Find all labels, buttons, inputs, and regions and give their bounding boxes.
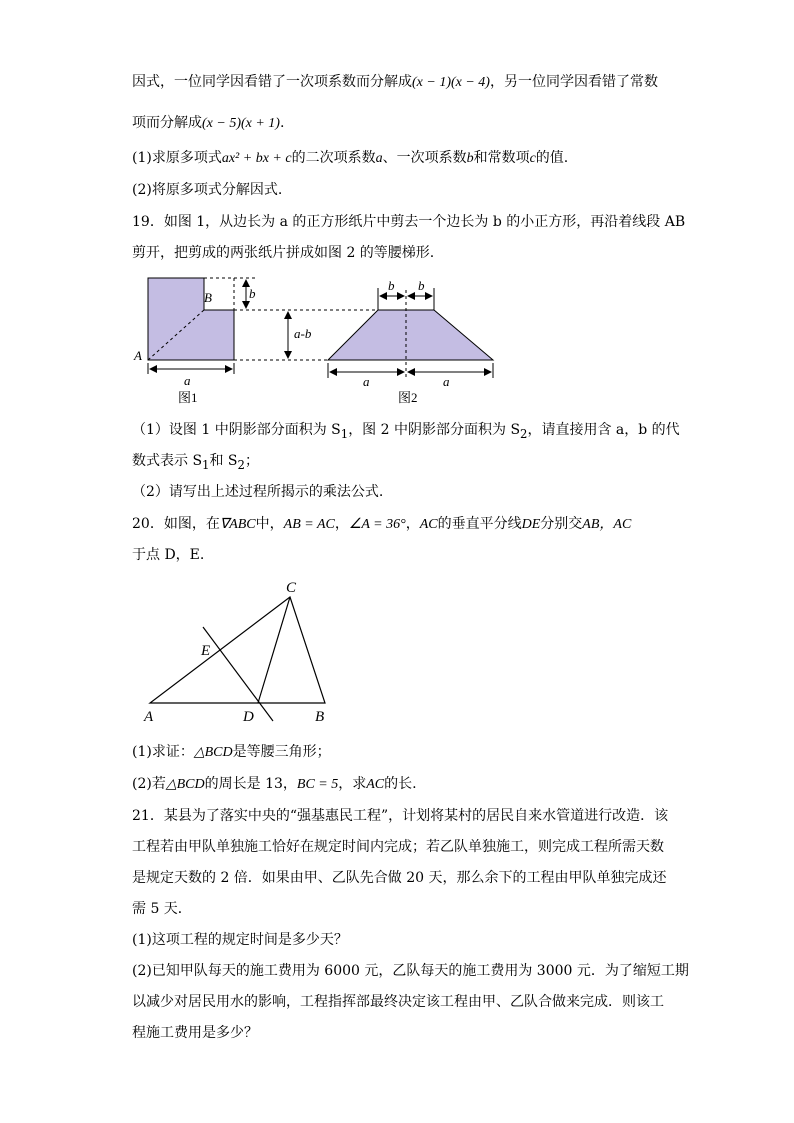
q20-sub2-text: ，求 <box>338 776 367 792</box>
label-A: A <box>144 709 154 725</box>
caption-figure2: 图2 <box>398 390 418 405</box>
q19-sub1-line2 <box>132 451 259 475</box>
q20-sub1 <box>132 742 331 763</box>
q19-sub2: （2）请写出上述过程所揭示的乘法公式. <box>132 484 384 500</box>
q19-sub1-line1 <box>132 420 680 444</box>
q20-sub2-text: 的周长是 13， <box>204 776 297 792</box>
q18-line1 <box>132 72 658 93</box>
q21-sub2-line2: 以减少对居民用水的影响，工程指挥部最终决定该工程由甲、乙队合做来完成．则该工 <box>132 994 664 1010</box>
q20-sides: AB，AC <box>582 517 632 532</box>
q20-sub2-text: 的长. <box>384 776 417 792</box>
q19-sub1-text: ，图 2 中阴影部分面积为 S <box>348 422 521 438</box>
q21-sub2-line3: 程施工费用是多少？ <box>132 1025 258 1041</box>
q18-expr-1: (x − 1)(x − 4) <box>412 75 490 90</box>
q21-sub2-line1: (2)已知甲队每天的施工费用为 6000 元，乙队每天的施工费用为 3000 元．为了缩短工期 <box>132 963 689 979</box>
q18-var-c: c <box>529 151 536 166</box>
q20-figure <box>135 575 350 730</box>
q20-text: 20．如图，在 <box>132 516 220 532</box>
q20-segment-AC: AC <box>366 777 385 792</box>
q20-line2: 于点 D，E. <box>132 547 205 563</box>
caption-figure1: 图1 <box>178 390 198 405</box>
q18-sub1-text: 的二次项系数 <box>291 150 376 166</box>
q18-text: 项而分解成 <box>132 115 202 131</box>
subscript: 1 <box>340 426 349 441</box>
label-C: C <box>286 580 297 596</box>
label-B: B <box>204 290 212 305</box>
subscript: 2 <box>520 426 528 441</box>
label-b: b <box>249 286 256 301</box>
q20-text: 的垂直平分线 <box>437 516 522 532</box>
label-b-left: b <box>388 278 395 293</box>
figure2-trapezoid <box>328 310 493 360</box>
q18-sub1-text: 、一次项系数 <box>382 150 467 166</box>
figure1-shaded-region <box>148 278 234 360</box>
label-a-minus-b: a-b <box>294 326 312 341</box>
q19-sub1-text: 数式表示 S <box>132 453 203 469</box>
q18-sub1-text: 和常数项 <box>473 150 530 166</box>
q18-text: ，另一位同学因看错了常数 <box>489 74 658 90</box>
subscript: 2 <box>237 457 245 472</box>
q20-text: 中， <box>255 516 284 532</box>
subscript: 1 <box>202 457 210 472</box>
q20-sub1-text: 是等腰三角形； <box>232 744 331 760</box>
label-A: A <box>134 348 142 363</box>
q20-text: ， <box>334 516 349 532</box>
label-D: D <box>243 709 254 725</box>
q19-sub1-text: ，请直接用含 a，b 的代 <box>527 422 680 438</box>
q18-expr-2: (x − 5)(x + 1) <box>202 116 280 131</box>
label-a-left: a <box>363 374 370 389</box>
q18-var-b: b <box>466 151 474 166</box>
q20-text: ， <box>405 516 420 532</box>
q20-triangle-BCD: △BCD <box>165 777 205 792</box>
q19-line2: 剪开，把剪成的两张纸片拼成如图 2 的等腰梯形. <box>132 245 435 261</box>
perpendicular-bisector-DE <box>203 627 273 721</box>
q18-sub1-text: (1)求原多项式 <box>132 150 222 166</box>
q19-figure <box>120 268 510 414</box>
q20-angle: ∠A = 36° <box>348 517 406 532</box>
q20-text: 分别交 <box>540 516 583 532</box>
q18-text: . <box>279 115 285 131</box>
figure1 <box>133 278 256 405</box>
label-b-right: b <box>418 278 425 293</box>
q18-polynomial: ax² + bx + c <box>221 151 292 166</box>
q18-text: 因式，一位同学因看错了一次项系数而分解成 <box>132 74 412 90</box>
figure2 <box>328 278 493 405</box>
q18-sub2: (2)将原多项式分解因式. <box>132 182 283 198</box>
q20-line1 <box>132 514 631 535</box>
q20-triangle: ∇ABC <box>219 517 256 532</box>
q21-line2: 工程若由甲队单独施工恰好在规定时间内完成；若乙队单独施工，则完成工程所需天数 <box>132 839 664 855</box>
q20-segment: AC <box>419 517 438 532</box>
q19-line1: 19．如图 1，从边长为 a 的正方形纸片中剪去一个边长为 b 的小正方形，再沿着线段 AB <box>132 214 686 230</box>
q18-sub1-text: 的值. <box>535 150 569 166</box>
label-a-right: a <box>443 374 450 389</box>
q20-sub1-text: (1)求证： <box>132 744 194 760</box>
q20-triangle-BCD: △BCD <box>193 745 233 760</box>
label-E: E <box>201 643 211 659</box>
q20-bc-value: BC = 5 <box>296 777 339 792</box>
q18-line2 <box>132 113 284 134</box>
q21-sub1: (1)这项工程的规定时间是多少天？ <box>132 932 348 948</box>
q18-sub1 <box>132 148 568 169</box>
q18-var-a: a <box>375 151 383 166</box>
q21-line1: 21．某县为了落实中央的“强基惠民工程”，计划将某村的居民自来水管道进行改造．该 <box>132 808 669 824</box>
q21-line3: 是规定天数的 2 倍．如果由甲、乙队先合做 20 天，那么余下的工程由甲队单独完成还 <box>132 870 667 886</box>
q19-sub1-text: （1）设图 1 中阴影部分面积为 S <box>132 422 341 438</box>
label-a: a <box>184 373 191 388</box>
q19-sub1-text: ； <box>244 453 259 469</box>
label-B: B <box>315 709 325 725</box>
triangle-ABC <box>150 597 325 703</box>
q20-segment: DE <box>521 517 541 532</box>
q20-equality: AB = AC <box>283 517 335 532</box>
q20-sub2 <box>132 774 417 795</box>
segment-CD <box>258 597 290 703</box>
q19-sub1-text: 和 S <box>209 453 238 469</box>
q20-sub2-text: (2)若 <box>132 776 166 792</box>
q21-line4: 需 5 天． <box>132 901 192 917</box>
